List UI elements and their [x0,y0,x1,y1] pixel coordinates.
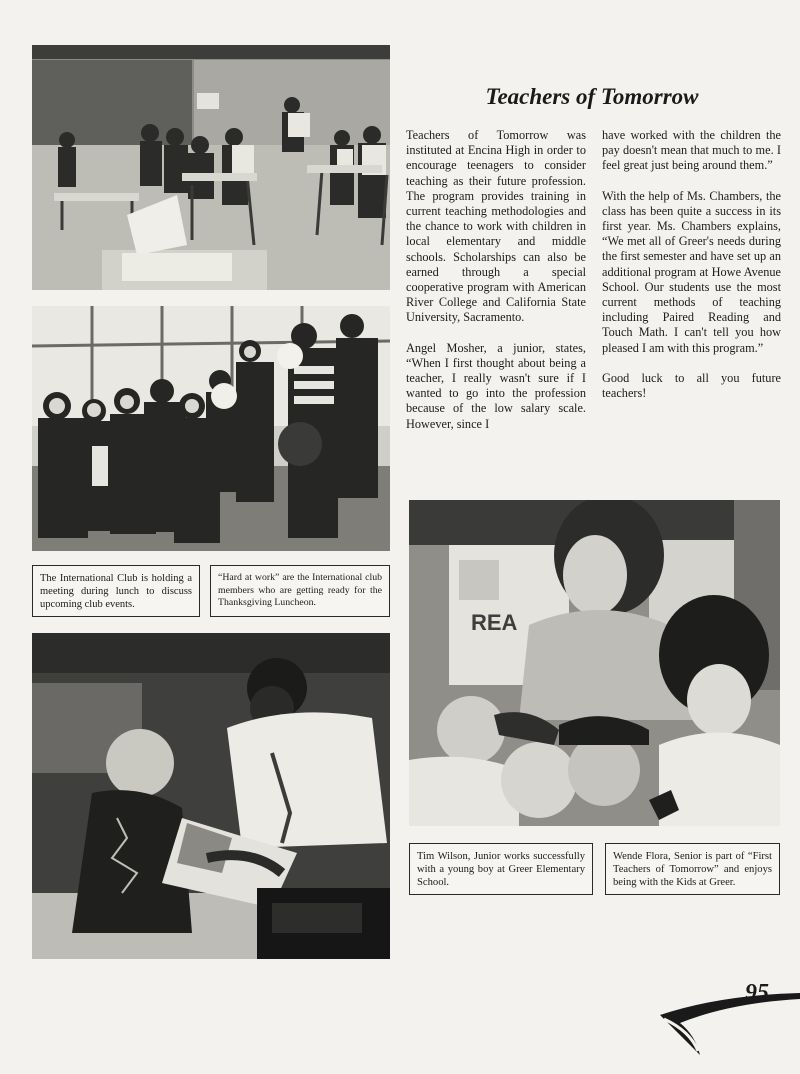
photo-classroom-meeting [32,45,390,290]
caption-club-meeting-text: The International Club is holding a meeting during lunch to discuss upcoming club events. [40,573,192,610]
article-column-1 [406,128,586,447]
caption-wende-flora-text: Wende Flora, Senior is part of “First Teachers of Tomorrow” and enjoys being with the Kids at Greer. [613,851,772,888]
caption-hard-at-work-text: “Hard at work” are the International club members who are getting ready for the Thanksgiving Luncheon. [218,572,382,608]
photo-international-club [32,306,390,551]
article-paragraph: have worked with the children the pay doesn't mean that much to me. I feel great just being around them.” [602,128,781,173]
caption-tim-wilson-text: Tim Wilson, Junior works successfully with a young boy at Greer Elementary School. [417,851,585,888]
page-corner-swoosh [650,975,800,1065]
article-column-2 [602,128,781,416]
caption-club-meeting [32,565,200,617]
photo-wende-flora-kids [409,500,780,826]
article-headline: Teachers of Tomorrow [485,84,699,109]
caption-wende-flora [605,843,780,895]
caption-tim-wilson [409,843,593,895]
article-paragraph: Good luck to all you future teachers! [602,370,781,401]
photo-tim-wilson-reading [32,633,390,959]
page-number: 95 [745,980,769,1006]
bulletin-board-letters: REA [471,610,518,635]
caption-hard-at-work [210,565,390,617]
article-paragraph: With the help of Ms. Chambers, the class has been quite a success in its first year. Ms. Chambers explains, “We met all of Greer's needs during the first semester and have set up an additional program at Howe Avenue School. Our students use the most current methods of teaching including Paired Reading and Touch Math. I can't tell you how pleased I am with this program.” [602,188,781,355]
article-paragraph: Angel Mosher, a junior, states, “When I first thought about being a teacher, I really wasn't sure if I wanted to go into the profession because of the low salary scale. However, since I [406,340,586,431]
article-paragraph: Teachers of Tomorrow was instituted at Encina High in order to encourage teenagers to consider teaching as their future profession. The program provides training in current teaching methodologies and the chance to work with children in local elementary and middle schools. Scholarships can also be earned through a special cooperative program with American River College and California State University, Sacramento. [406,128,586,325]
